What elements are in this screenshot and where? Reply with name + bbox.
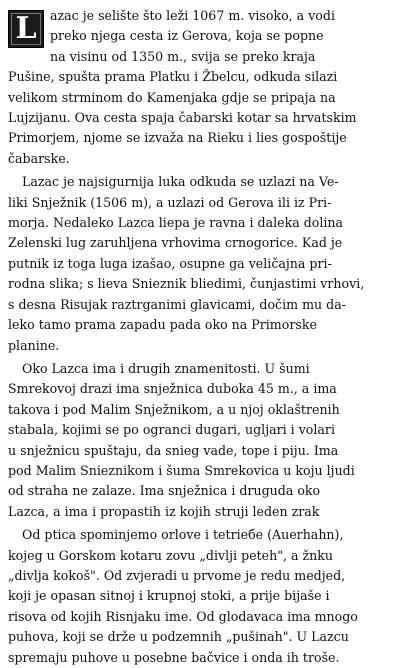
text-line: „divlja kokoš". Od zvjeradi u prvome je redu medjed, xyxy=(8,567,346,583)
text-line: putnik iz toga luga izašao, osupne ga veličajna pri- xyxy=(8,255,332,271)
text-line: leko tamo prama zapadu pada oko na Primorske xyxy=(8,317,317,333)
text-line: morja. Nedaleko Lazca liepa je ravna i daleka dolina xyxy=(8,215,344,231)
text-line: stabala, kojimi se po ogranci dugari, ugljari i volari xyxy=(8,422,335,438)
text-line: Pušine, spušta prama Platku i Žbelcu, odkuda silazi xyxy=(8,69,338,85)
dropcap-letter: L xyxy=(8,10,44,48)
text-line: takova i pod Malim Snježnikom, a u njoj oklaštrenih xyxy=(8,401,340,417)
paragraph-4 xyxy=(8,525,394,668)
text-line: azac je selište što leži 1067 m. visoko, a vodi xyxy=(50,8,335,23)
paragraph-2 xyxy=(8,172,394,356)
text-line: čabarske. xyxy=(8,150,70,166)
paragraph-1 xyxy=(8,6,394,169)
text-line: Zelenski lug zaruhljena vrhovima crnogorice. Kad je xyxy=(8,235,343,251)
text-line: Lazac je najsigurnija luka odkuda se uzlazi na Ve- xyxy=(22,174,339,190)
text-line: na visinu od 1350 m., svija se preko kraja xyxy=(50,48,316,64)
text-line: liki Snježnik (1506 m), a uzlazi od Gerova ili iz Pri- xyxy=(8,194,332,210)
text-line: pod Malim Snieznikom i šuma Smrekovica u koju ljudi xyxy=(8,462,355,478)
paragraph-3 xyxy=(8,359,394,522)
text-line: rodna slika; s lieva Snieznik bliedimi, čunjastimi vrhovi, xyxy=(8,276,365,292)
text-line: Od ptica spominjemo orlove i tetrieбe (Auerhahn), xyxy=(22,527,344,543)
text-line: koji je opasan sitnoj i krupnoj stoki, a prije bijaše i xyxy=(8,588,330,604)
text-line: Oko Lazca ima i drugih znamenitosti. U šumi xyxy=(22,360,310,376)
text-line: preko njega cesta iz Gerova, koja se popne xyxy=(50,28,324,44)
text-line: velikom strminom do Kamenjaka gdje se pripaja na xyxy=(8,89,336,105)
text-line: s desna Risujak raztrganimi glavicami, dočim mu da- xyxy=(8,296,346,312)
text-line: kojeg u Gorskom kotaru zovu „divlji peteh", a žnku xyxy=(8,547,334,563)
text-line: od straha ne zalaze. Ima snježnica i druguda oko xyxy=(8,483,321,499)
text-line: risova od kojih Risnjaku ime. Od glodavaca ima mnogo xyxy=(8,608,358,624)
text-line: Smrekovoj drazi ima snježnica duboka 45 m., a ima xyxy=(8,381,337,397)
text-line: Lazca, a ima i propastih iz kojih struji leden zrak xyxy=(8,503,320,519)
text-line: spremaju puhove u posebne bačvice i onda ih troše. xyxy=(8,649,340,665)
text-line: puhova, koji se drže u podzemnih „pušinah". U Lazcu xyxy=(8,629,349,645)
text-line: planine. xyxy=(8,337,60,353)
text-line: Primorjem, njome se izvaža na Rieku i lies gospoštije xyxy=(8,130,347,146)
text-line: u snježnicu spuštaju, da snieg vade, tope i piju. Ima xyxy=(8,442,339,458)
text-line: Lujzijanu. Ova cesta spaja čabarski kotar sa hrvatskim xyxy=(8,110,357,126)
